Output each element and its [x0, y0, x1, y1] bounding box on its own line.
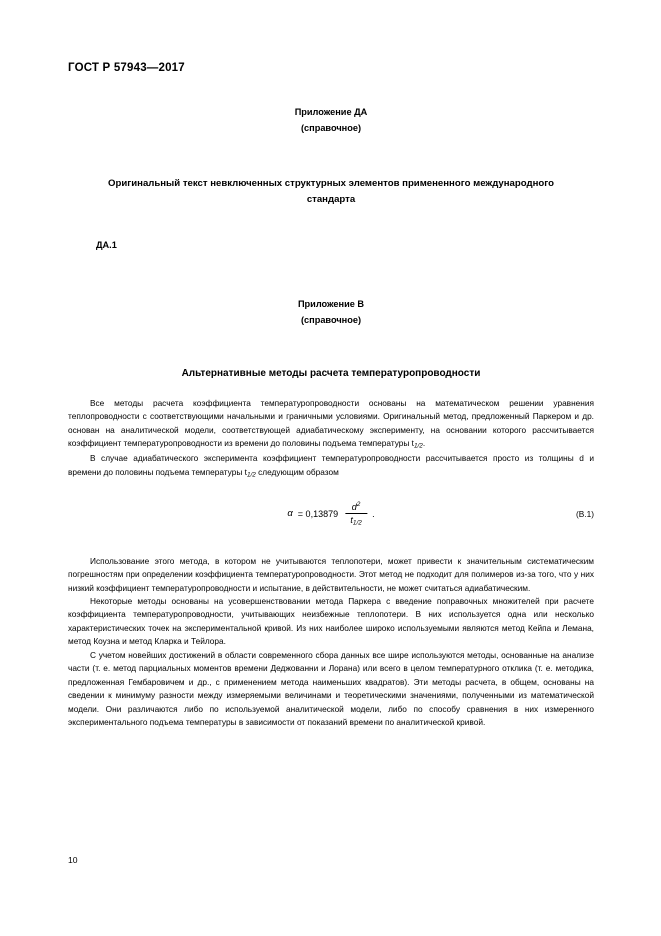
- annex-b-subtitle: (справочное): [300, 314, 361, 325]
- paragraph-1-tail: .: [422, 438, 426, 449]
- annex-da-title: Оригинальный текст невключенных структурных элементов примененного международного стандарта: [108, 178, 554, 206]
- formula-alpha: α: [287, 508, 293, 520]
- page-content: [68, 62, 594, 729]
- formula-denominator-var: t: [350, 514, 353, 525]
- annex-b-label: Приложение В: [297, 298, 365, 309]
- subscript-t-half-1: 1/2: [413, 442, 423, 450]
- page-number: 10: [68, 855, 78, 865]
- formula-exponent: 2: [356, 500, 361, 508]
- paragraph-2-text: В случае адиабатического эксперимента коэффициент температуропроводности рассчитывается просто из толщины d и времени до половины подъема температуры t: [68, 453, 594, 477]
- annex-b-title: Альтернативные методы расчета температуропроводности: [181, 368, 481, 380]
- formula-equals: = 0,13879: [297, 508, 339, 519]
- formula-fraction: [345, 501, 367, 527]
- equation-number: (В.1): [576, 508, 594, 519]
- formula-denominator-sub: 1/2: [352, 519, 362, 527]
- body-text-block-1: [68, 397, 594, 481]
- formula-period: .: [372, 508, 375, 519]
- subscript-t-half-2: 1/2: [246, 471, 256, 479]
- formula-numerator: [349, 501, 364, 513]
- formula-denominator: [347, 514, 364, 527]
- paragraph-3: Использование этого метода, в котором не учитываются теплопотери, может привести к значительным систематическим погрешностям при определении коэффициента температуропроводности. Этот метод не подходит для полимеров из-за того, что у них низкий коэффициент температуропроводности и испытание, в действительности, не может считаться адиабатическим.: [68, 555, 594, 593]
- formula-row: [68, 497, 594, 543]
- clause-number-da1: ДА.1: [96, 239, 117, 250]
- annex-da-subtitle: (справочное): [300, 123, 361, 134]
- paragraph-1-text: Все методы расчета коэффициента температуропроводности основаны на математическом решении уравнения теплопроводности с соответствующими начальными и граничными условиями. Оригинальный метод, предложенный Паркером и др. основан на аналитической модели, соответствующей адиабатическому эксперименту, на основании которого рассчитывается коэффициент температуропроводности из времени до половины подъема температуры t: [68, 398, 594, 449]
- paragraph-4: Некоторые методы основаны на усовершенствовании метода Паркера с введение поправочных множителей при расчете коэффициента температуропроводности, учитывающих неизбежные теплопотери. В них используется одна или несколько характеристических точек на экспериментальной кривой. Из них наиболее широко используемыми являются метод Кейпа и Лемана, метод Коузна и метод Кларка и Тейлора.: [68, 596, 594, 647]
- standard-header: ГОСТ Р 57943—2017: [68, 62, 185, 74]
- paragraph-2: [68, 452, 594, 480]
- paragraph-1: [68, 397, 594, 452]
- paragraph-5: С учетом новейших достижений в области современного сбора данных все шире используются методы, основанные на анализе части (т. е. метод парциальных моментов времени Деджованни и Лорана) или всего в целом температурного отклика (т. е. методика, предложенная Гембаровичем и др., с применением метода наименьших квадратов). Эти методы расчета, в общем, основаны на сведении к минимуму разности между измеряемыми величинами и теоретическими значениями, полученными из математической модели. Они различаются либо по используемой аналитической модели, либо по способу сравнения в них измеренного экспериментального подъема температуры в зависимости от показаний времени по аналитической кривой.: [68, 649, 594, 727]
- body-text-block-2: [68, 555, 594, 730]
- formula-numerator-var: d: [351, 501, 357, 512]
- paragraph-2-tail: следующим образом: [255, 466, 339, 477]
- annex-da-label: Приложение ДА: [294, 107, 368, 117]
- formula-b1: [287, 501, 374, 527]
